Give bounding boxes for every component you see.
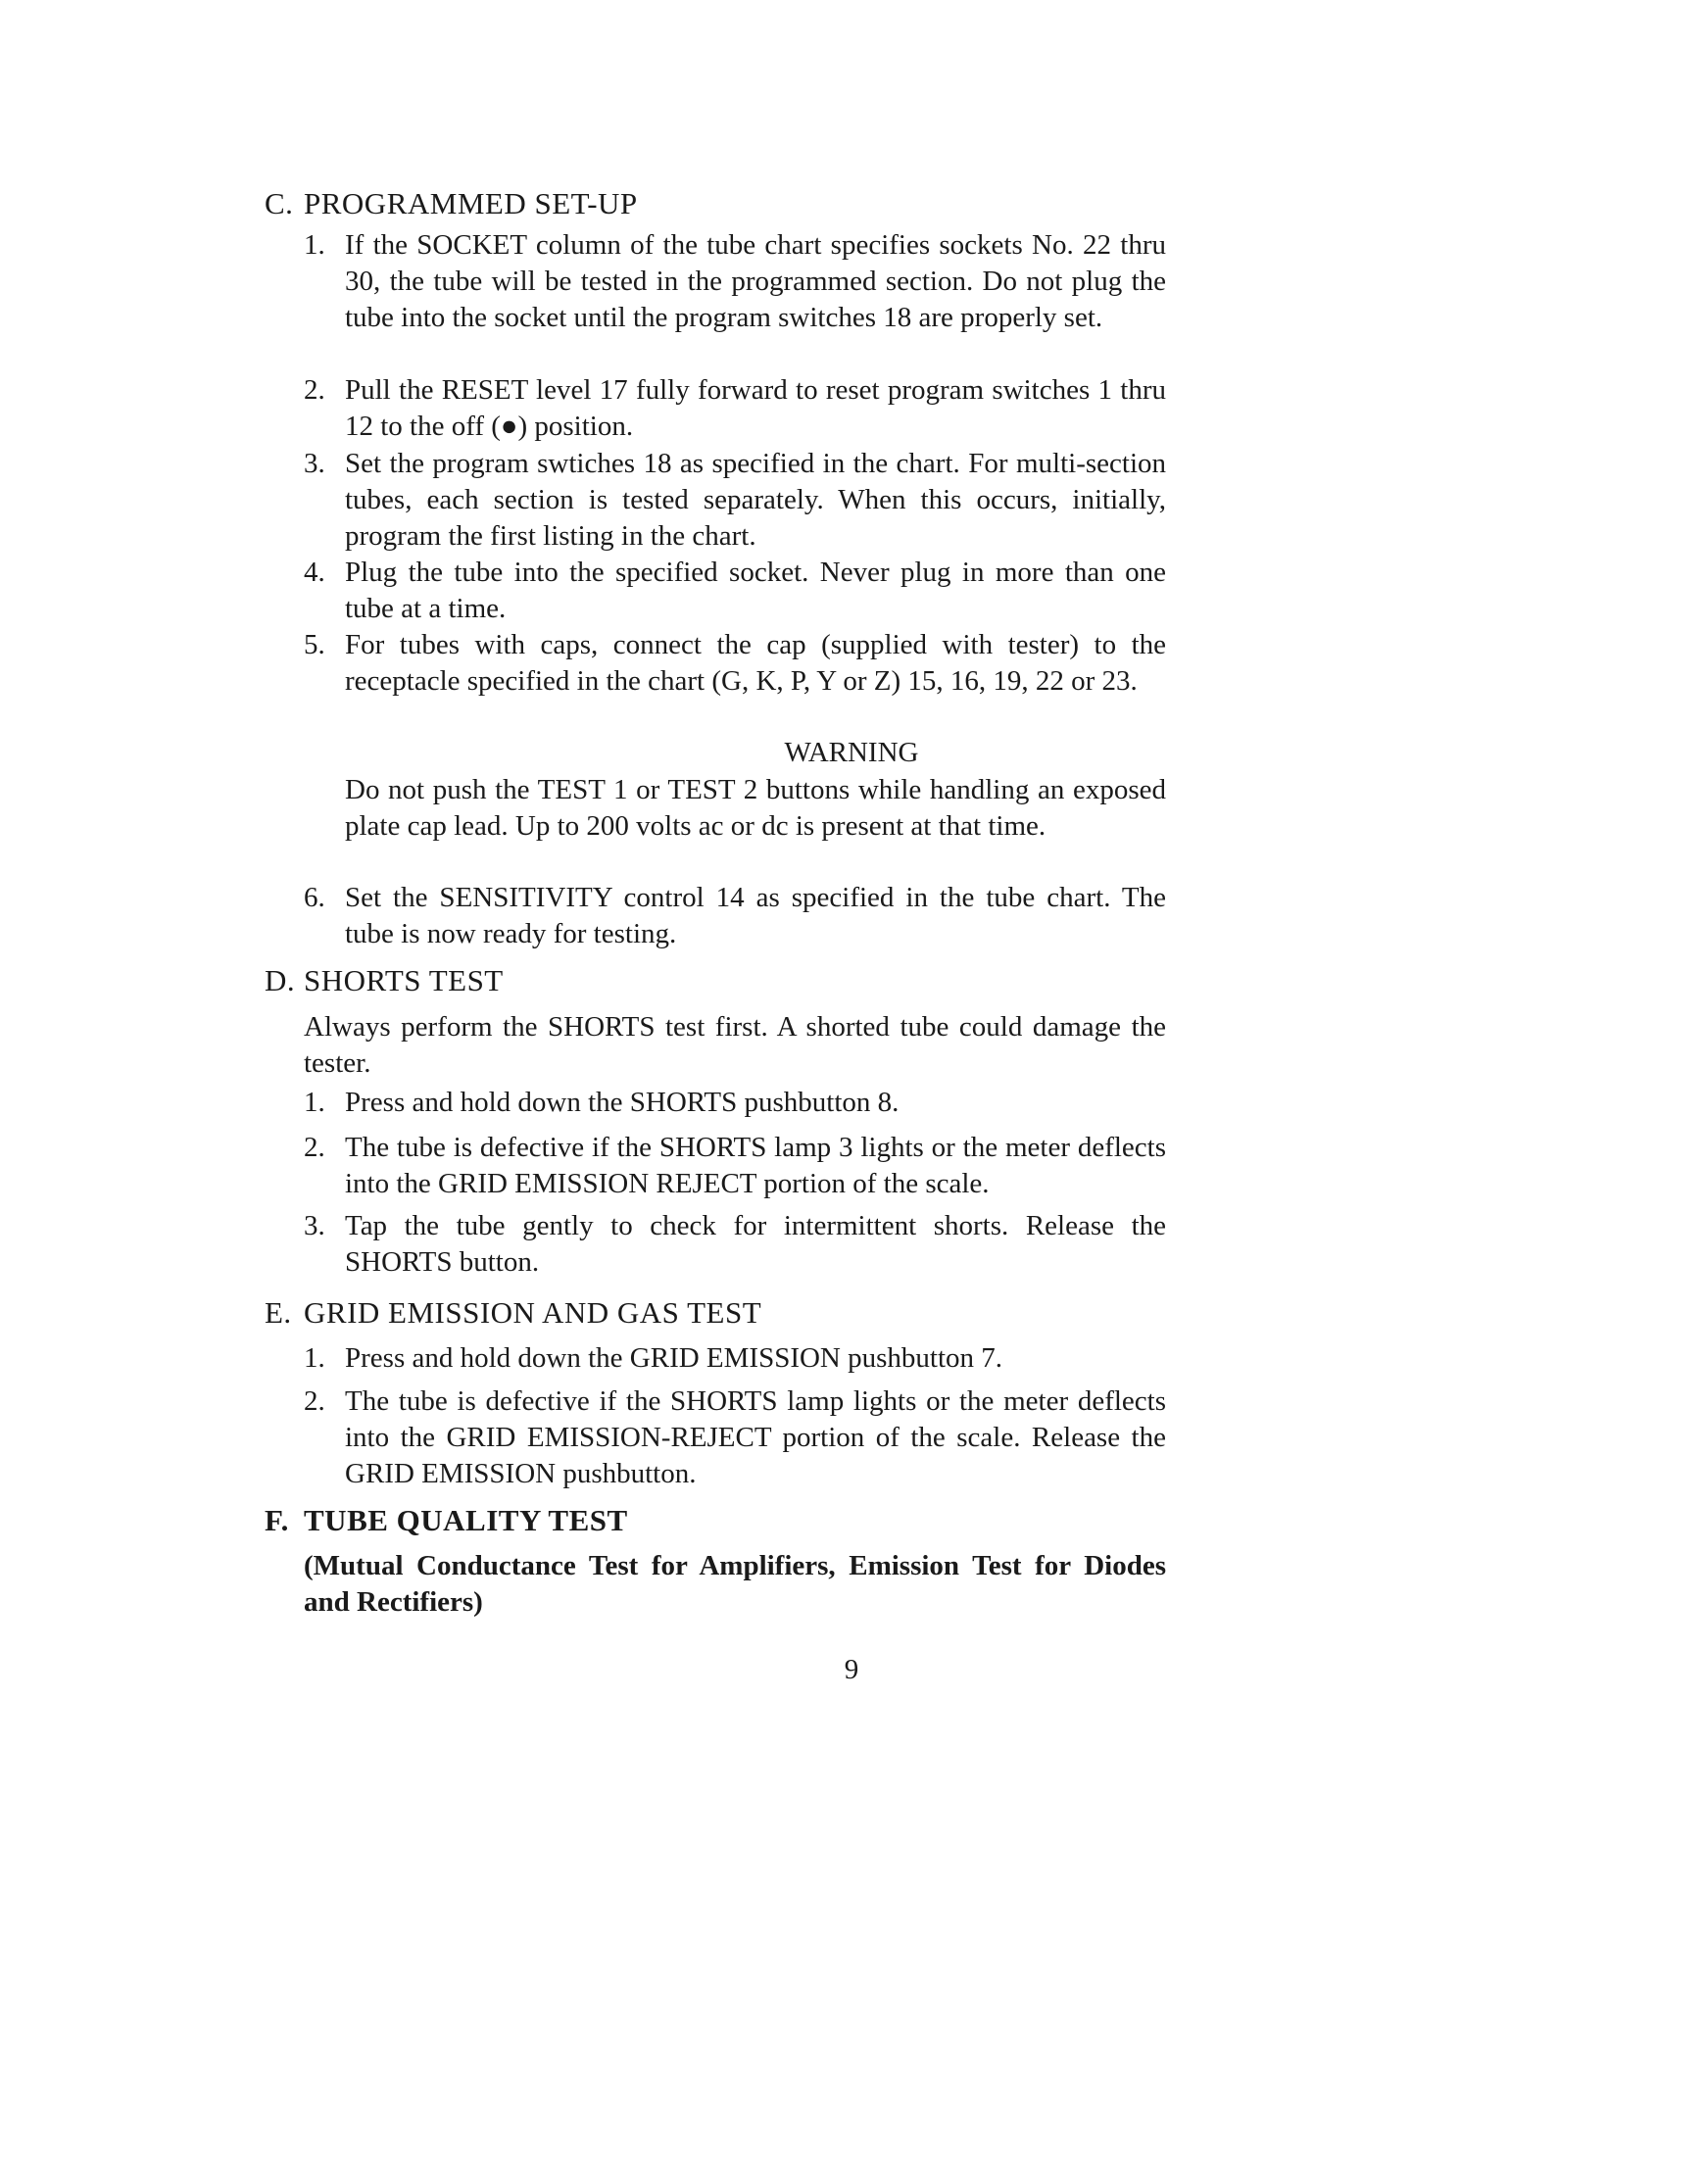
item-text: Set the SENSITIVITY control 14 as specified in the tube chart. The tube is now ready for testing. [345,882,1166,949]
item-text: Plug the tube into the specified socket. Never plug in more than one tube at a time. [345,557,1166,624]
item-text: Pull the RESET level 17 fully forward to reset program switches 1 thru 12 to the off (●) position. [345,374,1166,442]
item-text: For tubes with caps, connect the cap (supplied with tester) to the receptacle specified in the chart (G, K, P, Y or Z) 15, 16, 19, 22 or 23. [345,629,1166,697]
warning-title: WARNING [784,737,919,768]
item-number: 2. [304,374,325,406]
section-f-marker: F. [265,1503,289,1537]
section-f-title: TUBE QUALITY TEST [304,1503,628,1537]
item-text: Set the program swtiches 18 as specified in the chart. For multi-section tubes, each section is tested separately. When this occurs, initially, program the first listing in the chart. [345,448,1166,552]
page-number: 9 [844,1654,859,1685]
section-c-heading [265,186,638,221]
item-text: The tube is defective if the SHORTS lamp 3 lights or the meter deflects into the GRID EMISSION REJECT portion of the scale. [345,1132,1166,1199]
section-c-item-1 [304,227,1166,336]
item-number: 3. [304,448,325,479]
item-number: 1. [304,1087,325,1118]
item-text: Press and hold down the SHORTS pushbutton 8. [345,1087,900,1118]
section-d-item-1 [304,1085,1166,1121]
section-f-heading [265,1503,628,1538]
section-d-intro: Always perform the SHORTS test first. A shorted tube could damage the tester. [304,1011,1166,1079]
section-e-title: GRID EMISSION AND GAS TEST [304,1295,762,1330]
section-c-item-6 [304,880,1166,952]
section-e-heading [265,1295,761,1331]
section-d-title: SHORTS TEST [304,963,504,997]
section-c-title: PROGRAMMED SET-UP [304,186,638,220]
item-number: 1. [304,1342,325,1374]
section-e-item-1 [304,1340,1166,1377]
item-number: 4. [304,557,325,588]
section-c-item-5 [304,627,1166,700]
item-text: The tube is defective if the SHORTS lamp lights or the meter deflects into the GRID EMISSION-REJECT portion of the scale. Release the GRID EMISSION pushbutton. [345,1385,1166,1489]
item-number: 5. [304,629,325,660]
section-c-marker: C. [265,186,294,220]
section-e-marker: E. [265,1295,292,1330]
section-e-item-2 [304,1383,1166,1492]
section-d-item-2 [304,1130,1166,1202]
item-number: 1. [304,229,325,261]
section-d-heading [265,963,504,998]
item-number: 2. [304,1385,325,1417]
section-f-intro: (Mutual Conductance Test for Amplifiers, Emission Test for Diodes and Rectifiers) [304,1550,1166,1618]
section-c-item-4 [304,555,1166,627]
item-number: 6. [304,882,325,913]
item-text: Press and hold down the GRID EMISSION pushbutton 7. [345,1342,1003,1374]
section-c-item-2 [304,372,1166,445]
item-text: If the SOCKET column of the tube chart specifies sockets No. 22 thru 30, the tube will be tested in the programmed section. Do not plug the tube into the socket until the program switches 18 are properly set. [345,229,1166,333]
section-d-marker: D. [265,963,296,997]
warning-text: Do not push the TEST 1 or TEST 2 buttons while handling an exposed plate cap lead. Up to 200 volts ac or dc is present at that time. [345,774,1166,842]
item-text: Tap the tube gently to check for intermittent shorts. Release the SHORTS button. [345,1210,1166,1278]
item-number: 3. [304,1210,325,1241]
item-number: 2. [304,1132,325,1163]
section-d-item-3 [304,1208,1166,1281]
section-c-item-3 [304,446,1166,555]
